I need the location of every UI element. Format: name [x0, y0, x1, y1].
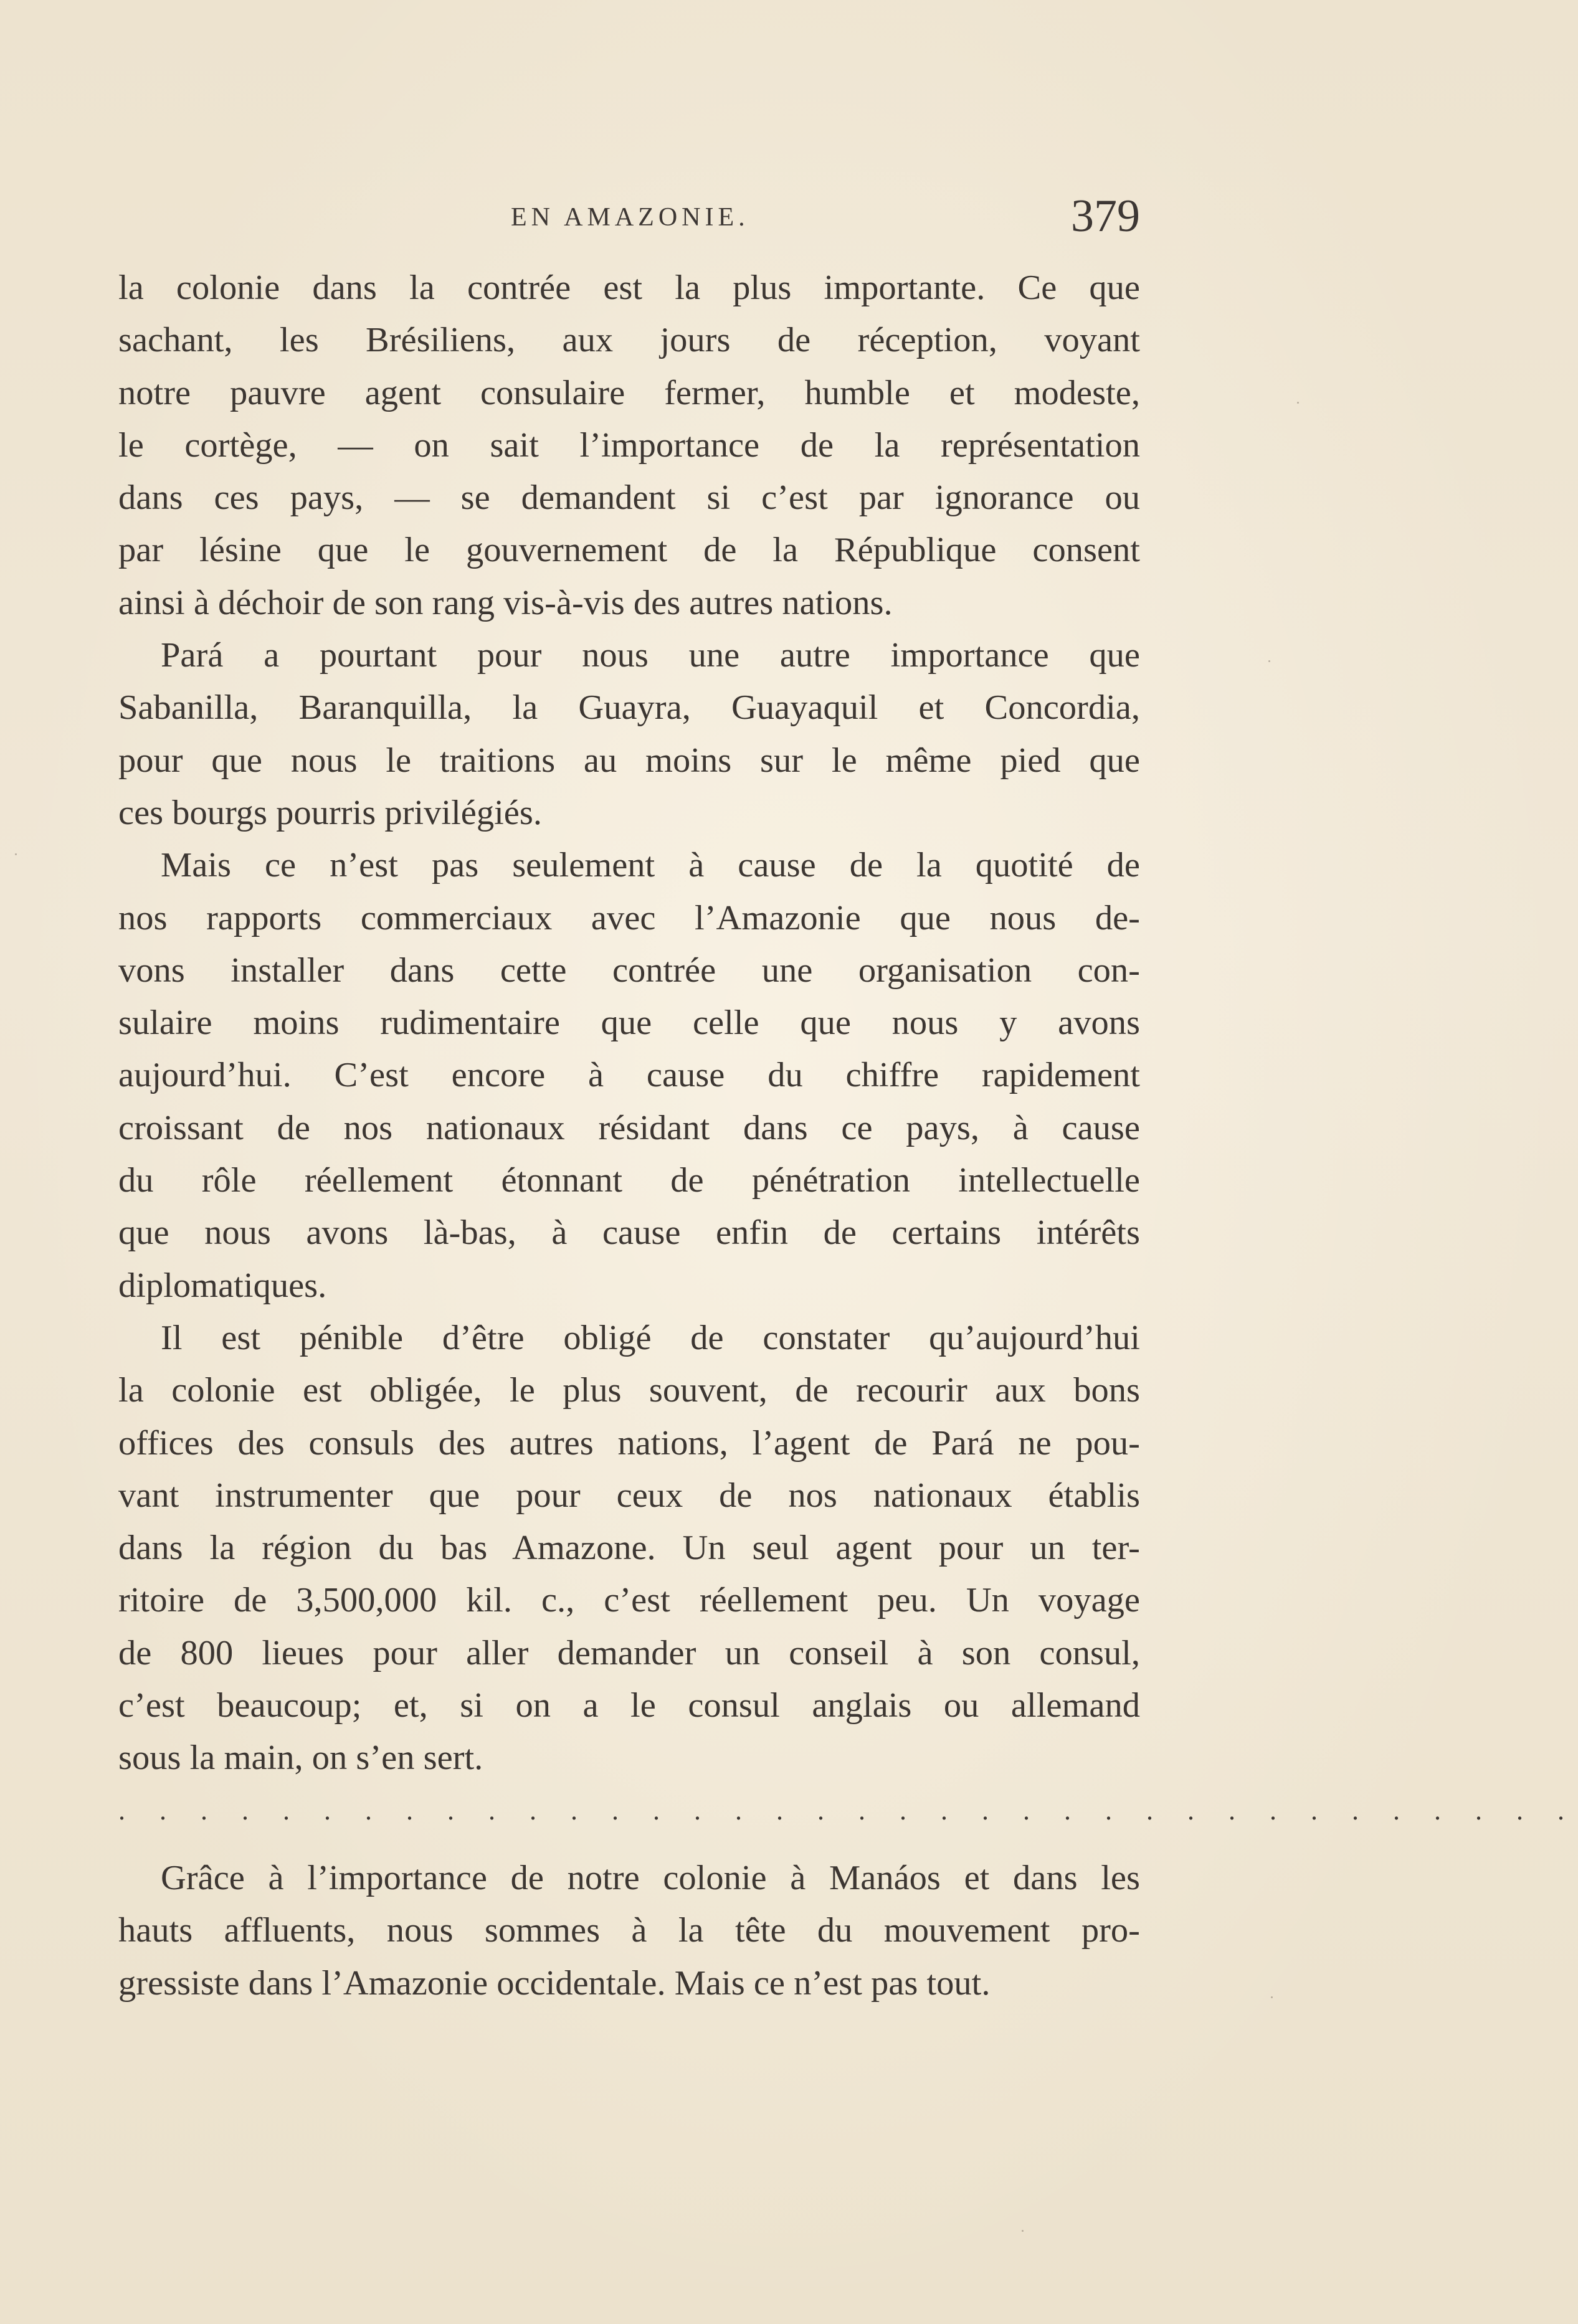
text-line: dans la région du bas Amazone. Un seul agent pour un ter-: [118, 1529, 1140, 1568]
paper-speck: [1271, 1996, 1273, 1998]
text-line: sous la main, on s’en sert.: [118, 1738, 483, 1778]
text-line: Grâce à l’importance de notre colonie à Manáos et dans les: [161, 1858, 1140, 1897]
paper-speck: [1297, 402, 1299, 404]
text-line: la colonie est obligée, le plus souvent, de recourir aux bons: [118, 1371, 1140, 1410]
text-line: dans ces pays, — se demandent si c’est par ignorance ou: [118, 478, 1140, 518]
text-line: aujourd’hui. C’est encore à cause du chiffre rapidement: [118, 1056, 1140, 1095]
text-line: Il est pénible d’être obligé de constater qu’aujourd’hui: [161, 1318, 1140, 1357]
paper-speck: [15, 853, 17, 855]
paper-speck: [1268, 660, 1270, 662]
text-line: c’est beaucoup; et, si on a le consul anglais ou allemand: [118, 1686, 1140, 1725]
text-line: nos rapports commerciaux avec l’Amazonie que nous de-: [118, 898, 1140, 937]
text-line: croissant de nos nationaux résidant dans ce pays, à cause: [118, 1108, 1140, 1147]
page-number: 379: [1071, 191, 1140, 242]
running-header: [118, 190, 1140, 252]
text-line: par lésine que le gouvernement de la République consent: [118, 531, 1140, 570]
text-line: diplomatiques.: [118, 1266, 327, 1305]
text-line: de 800 lieues pour aller demander un conseil à son consul,: [118, 1633, 1140, 1672]
text-line: pour que nous le traitions au moins sur le même pied que: [118, 741, 1140, 780]
text-line: Sabanilla, Baranquilla, la Guayra, Guayaquil et Concordia,: [118, 688, 1140, 728]
text-line: offices des consuls des autres nations, l’agent de Pará ne pou-: [118, 1423, 1140, 1463]
text-line: le cortège, — on sait l’importance de la représentation: [118, 425, 1140, 465]
text-line: notre pauvre agent consulaire fermer, humble et modeste,: [118, 373, 1140, 412]
text-line: vant instrumenter que pour ceux de nos nationaux établis: [118, 1476, 1140, 1515]
text-line: ainsi à déchoir de son rang vis-à-vis des autres nations.: [118, 583, 893, 622]
text-line: Pará a pourtant pour nous une autre importance que: [161, 636, 1140, 675]
text-line: Mais ce n’est pas seulement à cause de la quotité de: [161, 846, 1140, 885]
text-line: gressiste dans l’Amazonie occidentale. Mais ce n’est pas tout.: [118, 1963, 991, 2003]
running-title: EN AMAZONIE.: [511, 203, 749, 232]
paper-speck: [1022, 2230, 1024, 2232]
text-line: sachant, les Brésiliens, aux jours de réception, voyant: [118, 321, 1140, 360]
text-line: que nous avons là-bas, à cause enfin de certains intérêts: [118, 1213, 1140, 1253]
text-line: vons installer dans cette contrée une organisation con-: [118, 951, 1140, 990]
text-line: ces bourgs pourris privilégiés.: [118, 793, 542, 832]
text-line: du rôle réellement étonnant de pénétration intellectuelle: [118, 1161, 1140, 1200]
text-line: sulaire moins rudimentaire que celle que nous y avons: [118, 1003, 1140, 1043]
text-line: la colonie dans la contrée est la plus importante. Ce que: [118, 268, 1140, 307]
body-text: [118, 262, 1578, 2009]
text-line: hauts affluents, nous sommes à la tête du mouvement pro-: [118, 1911, 1140, 1950]
separator-spacer: [118, 1837, 1140, 1852]
ellipsis-separator: . . . . . . . . . . . . . . . . . . . . . . . . . . . . . . . . . . . .: [118, 1795, 1578, 1826]
text-line: ritoire de 3,500,000 kil. c., c’est réellement peu. Un voyage: [118, 1581, 1140, 1620]
